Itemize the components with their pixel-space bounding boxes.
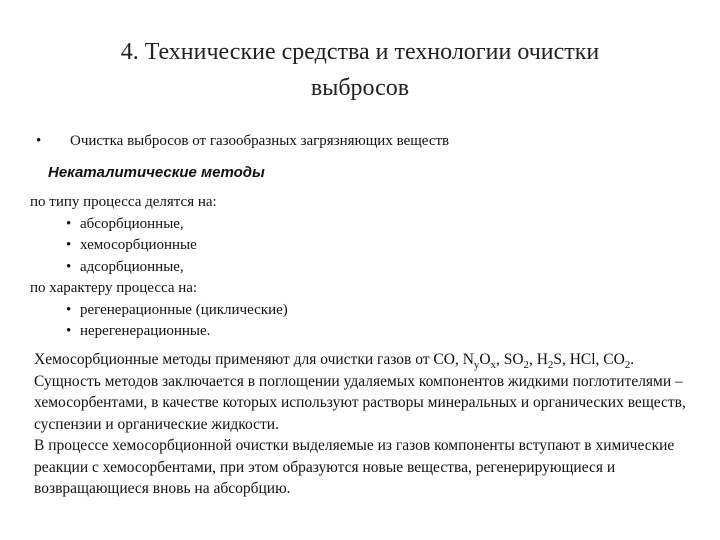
title-line-1: 4. Технические средства и технологии очистки bbox=[120, 39, 600, 65]
list-item: • нерегенерационные. bbox=[30, 321, 288, 343]
paragraph-method-essence: Сущность методов заключается в поглощении удаляемых компонентов жидкими поглотителями – хемосорбентами, в качестве которых используют растворы минеральных и органических веществ, суспензии и органические жидкости. bbox=[34, 372, 686, 433]
paragraph-chemosorption-gases bbox=[34, 349, 704, 371]
process-character-heading: по характеру процесса на: bbox=[30, 280, 198, 296]
list-item: • адсорбционные, bbox=[30, 257, 288, 279]
paragraph-process: В процессе хемосорбционной очистки выделяемые из газов компоненты вступают в химические реакции с хемосорбентами, при этом образуются новые вещества, регенерирующиеся и возвращающиеся вновь на абсорбцию. bbox=[34, 437, 675, 497]
list-item: • регенерационные (циклические) bbox=[30, 300, 288, 322]
bullet-marker: • bbox=[36, 133, 42, 149]
subscript: 2 bbox=[547, 358, 554, 371]
process-type-heading: по типу процесса делятся на: bbox=[30, 194, 217, 210]
slide-title bbox=[40, 34, 680, 106]
section-subheading: Некаталитические методы bbox=[48, 164, 265, 181]
classification-list bbox=[30, 192, 288, 343]
title-line-2: выбросов bbox=[310, 75, 410, 101]
subscript: 2 bbox=[523, 358, 529, 371]
list-item: • абсорбционные, bbox=[30, 214, 288, 236]
subscript: y bbox=[473, 358, 480, 371]
text-run: Хемосорбционные методы применяют для очистки газов от CO, N bbox=[34, 351, 474, 368]
main-bullet bbox=[36, 131, 449, 151]
main-bullet-text: Очистка выбросов от газообразных загрязняющих веществ bbox=[70, 133, 450, 149]
text-run: . bbox=[630, 351, 635, 368]
text-run: , H bbox=[528, 351, 548, 368]
subscript: 2 bbox=[624, 358, 631, 371]
description-text bbox=[34, 349, 704, 500]
text-run: S, HCl, CO bbox=[553, 351, 625, 368]
text-run: , SO bbox=[495, 351, 524, 368]
text-run: O bbox=[479, 351, 491, 368]
list-item: • хемосорбционные bbox=[30, 235, 288, 257]
subscript: x bbox=[490, 358, 496, 371]
